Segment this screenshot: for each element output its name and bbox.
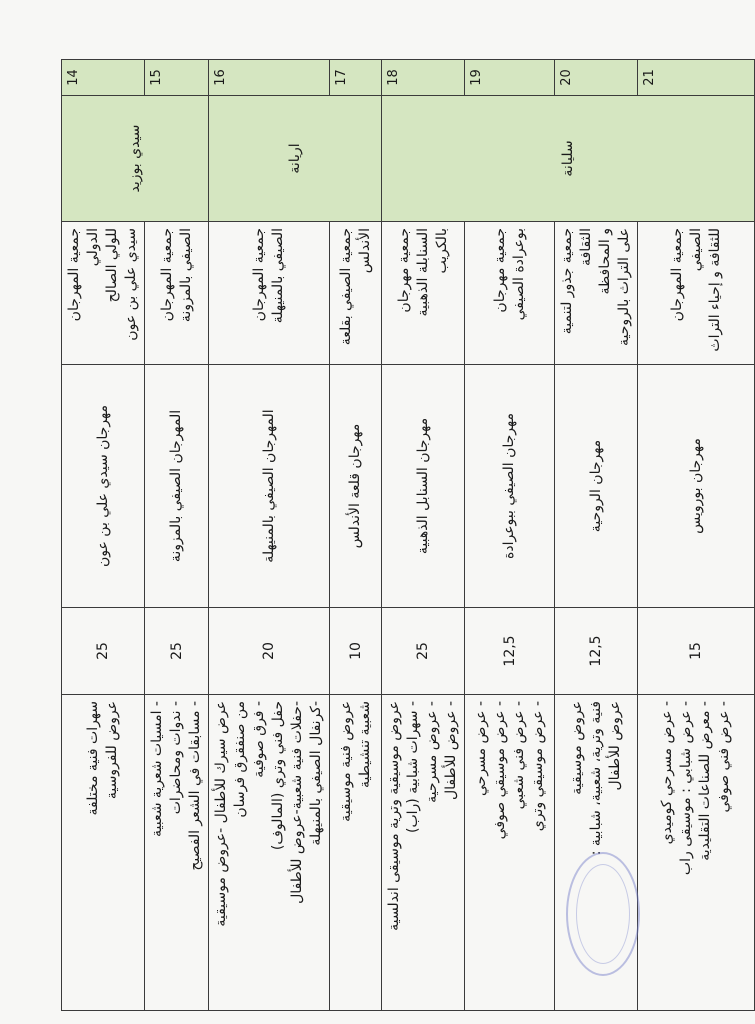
- row-number: 17: [330, 60, 382, 96]
- program-line: فنية وترية، شعبية، شبابية :: [587, 701, 604, 856]
- program-line: - عرض شبابي : موسيقى راب: [678, 701, 694, 876]
- festival-cell: المهرجان الصيفي بالمزونة: [145, 365, 209, 608]
- row-number: 18: [382, 60, 465, 96]
- delegation-cell: سليانة: [382, 96, 755, 222]
- program-line: - فرق صوفية: [251, 701, 267, 778]
- program-cell: [330, 695, 382, 1011]
- organizer-line: جمعية الصيفي بقلعة الأندلس: [337, 228, 373, 346]
- organizer-cell: [145, 222, 209, 365]
- organizer-cell: [62, 222, 145, 365]
- program-line: عروض موسيقية: [568, 701, 585, 795]
- program-line: - عرض موسيقي وتري: [529, 701, 546, 832]
- amount-cell: 15: [638, 608, 755, 695]
- program-line: من صنفقرق فرسان: [232, 701, 248, 818]
- program-line: سهرات فنية مختلفة: [85, 701, 101, 816]
- festival-cell: مهرجان الروحية: [555, 365, 638, 608]
- organizer-line: جمعية مهرجان: [395, 228, 412, 313]
- amount-cell: 12,5: [465, 608, 555, 695]
- program-line: عروض للفروسية: [104, 701, 120, 800]
- program-line: - عرض فني صوفي: [716, 701, 732, 813]
- table-row: [62, 60, 145, 1011]
- program-cell: [62, 695, 145, 1011]
- organizer-line: جمعية المهرجان: [158, 228, 175, 322]
- organizer-line: جمعية المهرجان الدولي: [66, 228, 101, 322]
- festival-cell: مهرجان سيدي علي بن عون: [62, 365, 145, 608]
- delegation-cell: اريانة: [209, 96, 382, 222]
- amount-cell: 25: [145, 608, 209, 695]
- amount-cell: 25: [62, 608, 145, 695]
- organizer-line: و المحافظة: [597, 228, 613, 295]
- organizer-line: للولي الصالح: [104, 228, 120, 303]
- row-number: 16: [209, 60, 330, 96]
- program-line: - عرض موسيقي صوفي: [491, 701, 508, 840]
- program-cell: [382, 695, 465, 1011]
- row-number: 15: [145, 60, 209, 96]
- festival-cell: المهرجان الصيفي بالمنيهلة: [209, 365, 330, 608]
- organizer-cell: [638, 222, 755, 365]
- organizer-line: السنابلة الذهبية بالكريب: [414, 228, 450, 317]
- row-number: 20: [555, 60, 638, 96]
- festival-cell: مهرجان الصيفي ببوعرادة: [465, 365, 555, 608]
- program-line: - معرض للصناعات التقليدية: [697, 701, 713, 861]
- program-line: عروض للأطفال: [606, 701, 623, 791]
- stamp-seal: [566, 852, 640, 976]
- organizer-line: جمعية جذور لتنمية الثقافة: [559, 228, 594, 335]
- organizer-line: على التراث بالروحية: [616, 228, 632, 347]
- organizer-line: الصيفي بالمنيهلة: [270, 228, 286, 324]
- program-cell: [638, 695, 755, 1011]
- organizer-cell: [330, 222, 382, 365]
- organizer-line: بوعرادة الصيفي: [510, 228, 527, 321]
- program-line: - عروض مسرحية: [424, 701, 440, 803]
- amount-cell: 25: [382, 608, 465, 695]
- table-body: [62, 60, 755, 1011]
- festival-cell: مهرجان قلعة الأندلس: [330, 365, 382, 608]
- program-line: - عروض للأطفال: [443, 701, 459, 800]
- festival-cell: مهرجان بورويس: [638, 365, 755, 608]
- organizer-line: للثقافة و إحياء التراث: [706, 228, 723, 352]
- program-cell: [465, 695, 555, 1011]
- program-line: - عرض مسرحي كوميدي: [659, 701, 675, 845]
- festival-cell: مهرجان السنابل الذهبية: [382, 365, 465, 608]
- program-line: -حفلات فنية شعبية-عروض للأطفال: [289, 701, 305, 904]
- organizer-line: جمعية مهرجان: [491, 228, 508, 313]
- amount-cell: 12,5: [555, 608, 638, 695]
- program-line: - عرض مسرحي: [472, 701, 489, 796]
- row-number: 19: [465, 60, 555, 96]
- organizer-cell: [209, 222, 330, 365]
- program-cell: [209, 695, 330, 1011]
- organizer-cell: [555, 222, 638, 365]
- program-line: شعبية تنشيطية: [356, 701, 373, 788]
- amount-cell: 20: [209, 608, 330, 695]
- program-line: - مسابقات في الشعر الفصيح: [187, 701, 203, 871]
- row-number: 21: [638, 60, 755, 96]
- program-line: عروض فنية موسيقية: [337, 701, 354, 822]
- program-line: - عرض فني شعبي: [510, 701, 527, 810]
- program-line: - ندوات ومحاضرات: [168, 701, 184, 815]
- program-line: عرض سيرك للأطفال -عروض موسيقية: [213, 701, 229, 927]
- organizer-line: الصيفي بالمزونة: [177, 228, 194, 323]
- organizer-cell: [465, 222, 555, 365]
- program-line: حفل فني وتري (المالوف): [270, 701, 286, 851]
- organizer-line: جمعية المهرجان الصيفي: [668, 228, 704, 322]
- delegation-cell: سيدي بوزيد: [62, 96, 209, 222]
- festivals-table: [61, 59, 755, 1011]
- table-row: [209, 60, 330, 1011]
- program-line: - سهرات شبابية (راب): [405, 701, 421, 833]
- table-row: [382, 60, 465, 1011]
- organizer-line: سيدي علي بن عون: [123, 228, 139, 341]
- organizer-cell: [382, 222, 465, 365]
- program-line: عروض موسيقية وترية موسيقى اندلسية: [386, 701, 402, 931]
- program-line: - امسيات شعرية شعبية: [149, 701, 165, 838]
- row-number: 14: [62, 60, 145, 96]
- organizer-line: جمعية المهرجان: [251, 228, 267, 322]
- program-cell: [145, 695, 209, 1011]
- program-line: -كرنفال الصيفي بالمنيهلة: [308, 701, 324, 846]
- amount-cell: 10: [330, 608, 382, 695]
